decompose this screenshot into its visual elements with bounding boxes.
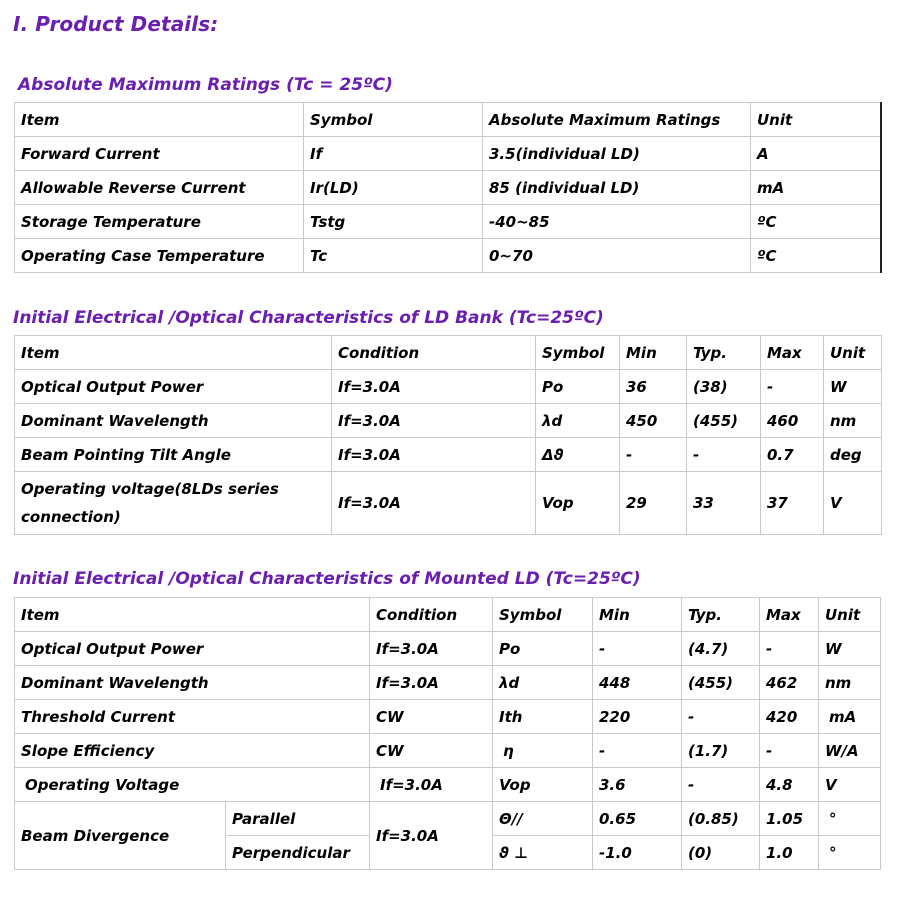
table-cell: A: [751, 137, 881, 171]
table-cell: -: [760, 632, 819, 666]
table-cell: If=3.0A: [370, 632, 493, 666]
header-cell: Min: [593, 598, 682, 632]
table-cell: 3.5(individual LD): [483, 137, 751, 171]
abs-max-table: [14, 102, 882, 273]
table-cell: 85 (individual LD): [483, 171, 751, 205]
page-heading: I. Product Details:: [13, 12, 219, 36]
table-cell: Vop: [536, 472, 620, 535]
header-cell: Condition: [370, 598, 493, 632]
table-cell: Po: [536, 370, 620, 404]
table-cell: If=3.0A: [370, 768, 493, 802]
table-cell: Δϑ: [536, 438, 620, 472]
table-cell: Ith: [493, 700, 593, 734]
table-cell: Ir(LD): [304, 171, 483, 205]
table-row: [15, 137, 881, 171]
table-row: [15, 802, 881, 836]
header-cell: Absolute Maximum Ratings: [483, 103, 751, 137]
table-cell: If: [304, 137, 483, 171]
table-cell: Θ//: [493, 802, 593, 836]
header-cell: Item: [15, 598, 370, 632]
table-cell: Optical Output Power: [15, 632, 370, 666]
table-cell: Storage Temperature: [15, 205, 304, 239]
table-cell: (38): [687, 370, 761, 404]
table-header-row: [15, 103, 881, 137]
header-cell: Symbol: [493, 598, 593, 632]
table-cell: Operating Voltage: [15, 768, 370, 802]
table-cell: 420: [760, 700, 819, 734]
table-cell: Allowable Reverse Current: [15, 171, 304, 205]
header-cell: Unit: [751, 103, 881, 137]
table-cell: Perpendicular: [226, 836, 370, 870]
table-cell: mA: [751, 171, 881, 205]
table-row: [15, 666, 881, 700]
table-cell: η: [493, 734, 593, 768]
table-cell: If=3.0A: [332, 404, 536, 438]
table-cell: Operating Case Temperature: [15, 239, 304, 273]
table-cell: (4.7): [682, 632, 760, 666]
table-cell: Tstg: [304, 205, 483, 239]
table-cell: -: [593, 734, 682, 768]
table-cell: 0.7: [761, 438, 824, 472]
table-cell: -: [682, 768, 760, 802]
table-cell: Threshold Current: [15, 700, 370, 734]
table-cell: W/A: [819, 734, 881, 768]
table-header-row: [15, 598, 881, 632]
table-cell: -40~85: [483, 205, 751, 239]
table-cell: -: [682, 700, 760, 734]
header-cell: Condition: [332, 336, 536, 370]
table-cell: Dominant Wavelength: [15, 404, 332, 438]
table-row: [15, 472, 882, 535]
table-cell: 220: [593, 700, 682, 734]
table-row: [15, 734, 881, 768]
table-cell: (0.85): [682, 802, 760, 836]
bank-table: [14, 335, 882, 535]
table-row: [15, 700, 881, 734]
table-cell: 0.65: [593, 802, 682, 836]
table-cell: mA: [819, 700, 881, 734]
header-cell: Item: [15, 336, 332, 370]
table-header-row: [15, 336, 882, 370]
table-cell: If=3.0A: [332, 438, 536, 472]
table-cell: ϑ ⊥: [493, 836, 593, 870]
table-cell: W: [819, 632, 881, 666]
header-cell: Typ.: [687, 336, 761, 370]
table-cell: 462: [760, 666, 819, 700]
table-row: [15, 171, 881, 205]
table-cell: If=3.0A: [332, 472, 536, 535]
table-cell: V: [824, 472, 882, 535]
abs-max-title: Absolute Maximum Ratings (Tc = 25ºC): [18, 75, 393, 95]
table-cell: 29: [620, 472, 687, 535]
table-row: [15, 438, 882, 472]
table-cell: (455): [682, 666, 760, 700]
table-cell: Tc: [304, 239, 483, 273]
table-row: [15, 404, 882, 438]
table-cell: Parallel: [226, 802, 370, 836]
table-cell: 36: [620, 370, 687, 404]
table-cell: deg: [824, 438, 882, 472]
table-cell: nm: [824, 404, 882, 438]
table-row: [15, 768, 881, 802]
header-cell: Max: [760, 598, 819, 632]
table-cell: 3.6: [593, 768, 682, 802]
table-cell: (455): [687, 404, 761, 438]
table-cell: CW: [370, 700, 493, 734]
table-row: [15, 632, 881, 666]
table-cell: W: [824, 370, 882, 404]
header-cell: Typ.: [682, 598, 760, 632]
header-cell: Unit: [819, 598, 881, 632]
table-cell: nm: [819, 666, 881, 700]
table-cell: Vop: [493, 768, 593, 802]
table-cell: 1.05: [760, 802, 819, 836]
table-cell: λd: [536, 404, 620, 438]
table-cell: -: [761, 370, 824, 404]
table-cell: -: [687, 438, 761, 472]
table-cell: λd: [493, 666, 593, 700]
bank-title: Initial Electrical /Optical Characteristics of LD Bank (Tc=25ºC): [13, 308, 604, 328]
table-row: [15, 239, 881, 273]
table-cell: Forward Current: [15, 137, 304, 171]
header-cell: Unit: [824, 336, 882, 370]
table-cell: 0~70: [483, 239, 751, 273]
header-cell: Symbol: [536, 336, 620, 370]
table-cell: -1.0: [593, 836, 682, 870]
table-cell: °: [819, 802, 881, 836]
table-cell: ºC: [751, 239, 881, 273]
table-cell: Slope Efficiency: [15, 734, 370, 768]
table-cell: CW: [370, 734, 493, 768]
table-cell: (0): [682, 836, 760, 870]
table-cell: If=3.0A: [370, 802, 493, 870]
table-cell: If=3.0A: [370, 666, 493, 700]
table-cell: °: [819, 836, 881, 870]
header-cell: Symbol: [304, 103, 483, 137]
table-cell: -: [760, 734, 819, 768]
table-row: [15, 205, 881, 239]
table-cell: (1.7): [682, 734, 760, 768]
table-cell: If=3.0A: [332, 370, 536, 404]
table-cell: Beam Pointing Tilt Angle: [15, 438, 332, 472]
table-cell: Beam Divergence: [15, 802, 226, 870]
table-cell: V: [819, 768, 881, 802]
table-cell: 460: [761, 404, 824, 438]
table-cell: Po: [493, 632, 593, 666]
header-cell: Item: [15, 103, 304, 137]
table-cell: Dominant Wavelength: [15, 666, 370, 700]
table-row: [15, 370, 882, 404]
table-cell: 1.0: [760, 836, 819, 870]
table-cell: 450: [620, 404, 687, 438]
header-cell: Min: [620, 336, 687, 370]
header-cell: Max: [761, 336, 824, 370]
mounted-table: [14, 597, 881, 870]
table-cell: Optical Output Power: [15, 370, 332, 404]
table-cell: ºC: [751, 205, 881, 239]
table-cell: 33: [687, 472, 761, 535]
table-cell: 4.8: [760, 768, 819, 802]
table-cell: -: [593, 632, 682, 666]
mounted-title: Initial Electrical /Optical Characteristics of Mounted LD (Tc=25ºC): [13, 569, 641, 589]
table-cell: 37: [761, 472, 824, 535]
table-cell: 448: [593, 666, 682, 700]
table-cell: -: [620, 438, 687, 472]
table-cell: Operating voltage(8LDs series connection): [15, 472, 332, 535]
